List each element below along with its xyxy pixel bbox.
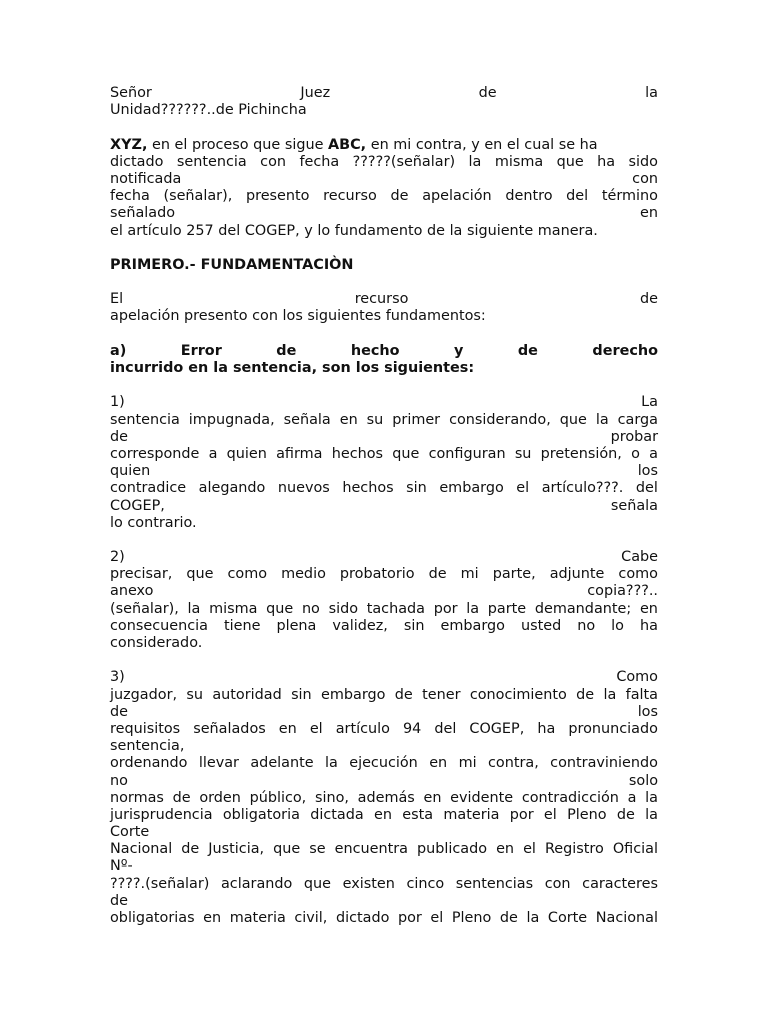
word: por	[509, 806, 534, 823]
word: de	[172, 789, 191, 806]
word: pronunciado	[568, 720, 658, 737]
word: juzgador,	[110, 686, 178, 703]
word: el	[523, 841, 536, 858]
word: contra,	[487, 755, 539, 772]
word: artículo???.	[541, 480, 624, 497]
word: probatorio	[339, 566, 415, 583]
point1-line-2	[110, 412, 658, 429]
word: de	[110, 703, 128, 720]
word: recurso	[323, 188, 377, 205]
word: dictado	[110, 153, 164, 170]
subheading-text: incurrido en la sentencia, son los siguientes:	[110, 360, 475, 376]
word: publicado	[416, 841, 488, 858]
intro-line-1	[110, 137, 658, 154]
word: su	[186, 686, 204, 703]
subheading-line-2	[110, 360, 658, 377]
word: de	[616, 806, 635, 823]
word: configuran	[428, 445, 506, 462]
word: fecha	[299, 153, 340, 170]
address-line-2	[110, 102, 658, 119]
intro-line-2	[110, 154, 658, 171]
word: parte,	[492, 566, 536, 583]
point1-line-8	[110, 515, 658, 532]
point3-line-2	[110, 687, 658, 704]
word: ha	[640, 617, 658, 634]
word: no	[110, 772, 128, 789]
intro-text: el artículo 257 del COGEP, y lo fundamento de la siguiente manera.	[110, 222, 598, 239]
word: obligatoria	[222, 806, 300, 823]
word: evidente	[450, 789, 514, 806]
word: materia	[443, 806, 500, 823]
point3-line-11	[110, 841, 658, 858]
word: que	[556, 153, 584, 170]
word: no	[577, 617, 596, 634]
word: Error	[180, 342, 222, 359]
word: usted	[520, 617, 562, 634]
intro-line-3	[110, 171, 658, 188]
word: por	[433, 600, 458, 617]
word: en	[496, 841, 515, 858]
word: contraviniendo	[550, 755, 658, 772]
word: alegando	[198, 480, 266, 497]
word: probar	[610, 428, 658, 445]
word: ha	[597, 153, 616, 170]
word: copia???..	[587, 583, 658, 600]
section-title-text: PRIMERO.- FUNDAMENTACIÒN	[110, 256, 354, 273]
word: considerando,	[449, 411, 551, 428]
party-name: ABC,	[328, 136, 367, 153]
word: Pleno	[451, 910, 492, 926]
word: en	[278, 720, 297, 737]
word: sentencia,	[110, 738, 185, 755]
word: de	[478, 85, 497, 101]
word: la	[603, 686, 617, 703]
word: autoridad	[212, 686, 282, 703]
word: la	[645, 789, 658, 806]
word: derecho	[592, 342, 658, 359]
word: encuentra	[334, 841, 408, 858]
word: tener	[422, 686, 461, 703]
word: por	[397, 910, 422, 926]
word: Pleno	[567, 806, 607, 823]
word: sentencias	[455, 875, 534, 892]
word: del	[434, 720, 457, 737]
word: sido	[328, 600, 359, 617]
point1-line-4	[110, 446, 658, 463]
word: de	[110, 428, 128, 445]
word: (señalar),	[110, 600, 179, 617]
word: ?????(señalar)	[352, 153, 456, 170]
word: consecuencia	[110, 617, 208, 634]
word: Juez	[300, 85, 331, 101]
word: la	[466, 600, 480, 617]
word: de	[181, 841, 200, 858]
intro-segment: XYZ, en el proceso que sigue ABC, en mi contra, y en el cual se ha	[110, 136, 598, 153]
address-text: Unidad??????..de Pichincha	[110, 102, 307, 119]
word: contradicción	[521, 789, 619, 806]
word: misma	[494, 153, 544, 170]
point3-line-12	[110, 858, 658, 875]
word: señalados	[193, 720, 266, 737]
word: orden	[199, 789, 241, 806]
point1-line-7	[110, 498, 658, 515]
word: embargo	[321, 686, 386, 703]
word: de	[110, 892, 128, 909]
word: la	[595, 411, 609, 428]
word: la	[187, 600, 201, 617]
point-text: lo contrario.	[110, 514, 197, 531]
word: con	[544, 875, 571, 892]
point3-line-14	[110, 893, 658, 910]
word: jurisprudencia	[110, 806, 213, 823]
word: de	[394, 686, 413, 703]
point3-line-6	[110, 755, 658, 772]
word: quien	[226, 445, 267, 462]
word: tiene	[223, 617, 261, 634]
word: pretensión,	[540, 445, 622, 462]
word: solo	[628, 772, 658, 789]
word: sin	[403, 617, 425, 634]
word: hechos	[331, 445, 384, 462]
point-number: 2)	[110, 549, 125, 566]
word: contradice	[110, 480, 187, 497]
word: que	[273, 841, 301, 858]
word: del	[566, 188, 589, 205]
word: Nacional	[110, 841, 173, 858]
word: impugnada,	[188, 411, 275, 428]
word: a	[627, 789, 637, 806]
word: precisar,	[110, 566, 173, 583]
word: sin	[291, 686, 312, 703]
point3-line-4	[110, 721, 658, 738]
word: dictado	[335, 910, 390, 926]
word: su	[366, 411, 384, 428]
point3-line-5	[110, 738, 658, 755]
word: quien	[110, 463, 151, 480]
word: ha	[537, 720, 556, 737]
word: primer	[392, 411, 441, 428]
word: a	[649, 445, 658, 462]
word: mi	[460, 566, 479, 583]
word: embargo	[440, 617, 505, 634]
subheading-line-1	[110, 343, 658, 360]
word: adelante	[250, 755, 314, 772]
word: de	[576, 686, 595, 703]
word: Corte	[110, 824, 150, 841]
word: de	[428, 566, 447, 583]
word: de	[499, 910, 518, 926]
word: sin	[406, 480, 427, 497]
word: ????.(señalar)	[110, 875, 210, 892]
word: conocimiento	[469, 686, 567, 703]
word: en	[339, 411, 358, 428]
word: en	[429, 755, 448, 772]
word: Como	[616, 669, 658, 686]
section-title	[110, 257, 658, 274]
word: El	[110, 291, 124, 308]
party-name: XYZ,	[110, 136, 148, 153]
point2-line-6	[110, 635, 658, 652]
word: anexo	[110, 583, 154, 600]
word: la	[325, 755, 338, 772]
point1-line-3	[110, 429, 658, 446]
word: de	[276, 342, 297, 359]
section-intro-text: apelación presento con los siguientes fundamentos:	[110, 308, 486, 325]
word: sino,	[314, 789, 349, 806]
intro-line-5	[110, 205, 658, 222]
word: su	[514, 445, 532, 462]
word: nuevos	[277, 480, 330, 497]
section-intro-line-2	[110, 308, 658, 325]
word: parte	[487, 600, 527, 617]
word: que	[266, 600, 294, 617]
section-intro-line-1	[110, 291, 658, 308]
word: existen	[342, 875, 395, 892]
word: misma	[209, 600, 258, 617]
word: que	[303, 875, 332, 892]
point2-line-3	[110, 583, 658, 600]
word: los	[637, 703, 658, 720]
word: falta	[625, 686, 658, 703]
word: como	[227, 566, 268, 583]
word: con	[632, 170, 658, 187]
word: la	[645, 85, 658, 101]
word: 94	[403, 720, 422, 737]
word: adjunte	[549, 566, 605, 583]
word: Registro	[544, 841, 604, 858]
word: tachada	[366, 600, 425, 617]
word: notificada	[110, 170, 182, 187]
word: sido	[628, 153, 658, 170]
intro-line-4	[110, 188, 658, 205]
word: plena	[276, 617, 317, 634]
word: de	[517, 342, 538, 359]
word: señalado	[110, 205, 176, 222]
word: o	[631, 445, 640, 462]
word: a	[208, 445, 218, 462]
word: el	[516, 480, 530, 497]
point3-line-15	[110, 910, 658, 927]
address-line-1	[110, 85, 658, 102]
word: La	[641, 394, 658, 411]
word: embargo	[439, 480, 504, 497]
word: materia	[229, 910, 286, 926]
word: a)	[110, 342, 127, 359]
word: Oficial	[612, 841, 658, 858]
word: validez,	[332, 617, 388, 634]
word: hechos	[342, 480, 394, 497]
word: además	[357, 789, 415, 806]
word: apelación	[422, 188, 492, 205]
word: el	[309, 720, 323, 737]
word: Justicia,	[208, 841, 265, 858]
word: COGEP,	[469, 720, 525, 737]
word: aclarando	[220, 875, 293, 892]
word: afirma	[276, 445, 323, 462]
word: del	[635, 480, 658, 497]
word: que	[186, 566, 214, 583]
point2-line-1	[110, 549, 658, 566]
point3-line-8	[110, 790, 658, 807]
intro-line-6	[110, 223, 658, 240]
point3-line-3	[110, 704, 658, 721]
word: que	[392, 445, 420, 462]
word: esta	[402, 806, 434, 823]
word: hecho	[350, 342, 400, 359]
word: ejecución	[349, 755, 418, 772]
word: los	[637, 463, 658, 480]
word: obligatorias	[110, 910, 195, 926]
point3-line-10	[110, 824, 658, 841]
word: artículo	[335, 720, 390, 737]
word: la	[645, 806, 658, 823]
word: medio	[281, 566, 326, 583]
word: como	[618, 566, 658, 583]
word: la	[526, 910, 540, 926]
word: caracteres	[582, 875, 658, 892]
word: carga	[617, 411, 658, 428]
word: fecha	[110, 188, 150, 205]
word: el	[430, 910, 444, 926]
word: señala	[610, 497, 658, 514]
word: término	[601, 188, 658, 205]
word: público,	[249, 789, 307, 806]
word: en	[373, 806, 392, 823]
point2-line-5	[110, 618, 658, 635]
point3-line-13	[110, 876, 658, 893]
word: Señor	[110, 85, 152, 101]
word: con	[260, 153, 286, 170]
point1-line-5	[110, 463, 658, 480]
word: cinco	[406, 875, 445, 892]
word: (señalar),	[163, 188, 233, 205]
document-body	[110, 85, 658, 927]
word: llevar	[198, 755, 239, 772]
word: ordenando	[110, 755, 188, 772]
word: civil,	[294, 910, 328, 926]
word: dictada	[310, 806, 364, 823]
word: Nº-	[110, 858, 133, 875]
word: no	[301, 600, 320, 617]
word: que	[559, 411, 587, 428]
word: se	[309, 841, 326, 858]
point3-line-7	[110, 773, 658, 790]
word: Corte	[547, 910, 588, 926]
point1-line-1	[110, 394, 658, 411]
point2-line-4	[110, 601, 658, 618]
point3-line-1	[110, 669, 658, 686]
word: la	[468, 153, 482, 170]
point3-line-9	[110, 807, 658, 824]
point-text: considerado.	[110, 635, 203, 651]
word: demandante;	[534, 600, 632, 617]
word: en	[203, 910, 222, 926]
word: dentro	[505, 188, 553, 205]
point-number: 3)	[110, 669, 125, 686]
word: recurso	[354, 291, 409, 308]
word: sentencia	[176, 153, 247, 170]
word: COGEP,	[110, 497, 165, 514]
point-number: 1)	[110, 394, 125, 411]
word: mi	[458, 755, 477, 772]
word: y	[453, 342, 464, 359]
word: de	[640, 291, 658, 308]
word: Cabe	[621, 549, 658, 566]
point1-line-6	[110, 480, 658, 497]
word: en	[639, 600, 658, 617]
word: presento	[245, 188, 310, 205]
word: requisitos	[110, 720, 181, 737]
word: lo	[611, 617, 624, 634]
word: el	[543, 806, 557, 823]
word: en	[640, 205, 658, 222]
word: normas	[110, 789, 164, 806]
word: Nacional	[595, 910, 658, 926]
word: corresponde	[110, 445, 200, 462]
point2-line-2	[110, 566, 658, 583]
word: de	[390, 188, 409, 205]
word: en	[423, 789, 442, 806]
word: señala	[283, 411, 331, 428]
word: sentencia	[110, 411, 180, 428]
